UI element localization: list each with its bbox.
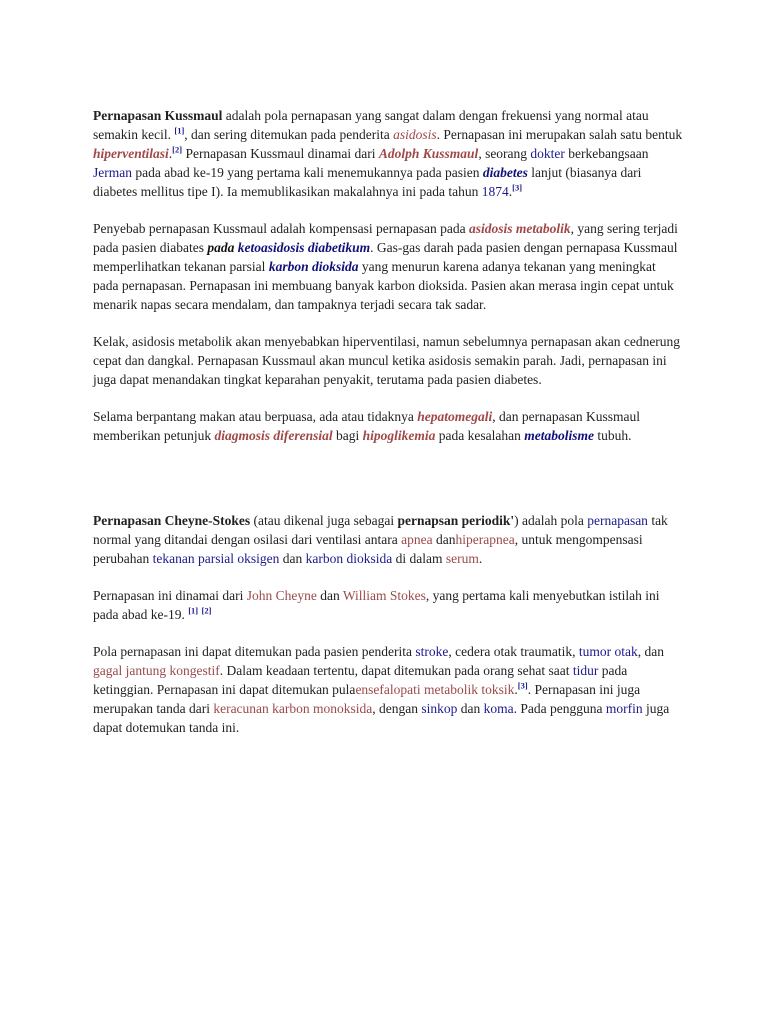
link-hepatomegali[interactable]: hepatomegali	[417, 409, 493, 424]
link-diagmosis-diferensial[interactable]: diagmosis diferensial	[214, 428, 333, 443]
link-tekanan-parsial-oksigen[interactable]: tekanan parsial oksigen	[152, 551, 280, 566]
text: .	[514, 682, 518, 697]
text: ) adalah pola	[514, 513, 588, 528]
text: . Gas-gas darah pada pasien dengan pernapasa Kussmaul memperlihatkan tekanan parsial	[93, 240, 678, 274]
link-serum[interactable]: serum	[445, 551, 479, 566]
link-asidosis[interactable]: asidosis	[393, 127, 437, 142]
text: .	[168, 146, 173, 161]
text: tubuh.	[593, 428, 632, 443]
text: , yang sering terjadi pada pasien diabates	[93, 221, 678, 255]
link-hiperventilasi[interactable]: hiperventilasi	[93, 146, 169, 161]
link-koma[interactable]: koma	[483, 701, 514, 716]
text: Pernapasan ini dinamai dari	[93, 588, 247, 603]
citation-link[interactable]: [3]	[512, 182, 523, 193]
link-tidur[interactable]: tidur	[572, 663, 599, 678]
paragraph-cheyne-stokes-intro	[93, 511, 683, 568]
citation-link[interactable]: [1]	[188, 605, 199, 616]
text: dan	[316, 588, 343, 603]
text: , dan sering ditemukan pada penderita	[184, 127, 394, 142]
text: pada abad ke-19 yang pertama kali menemukannya pada pasien	[131, 165, 483, 180]
citation-link[interactable]: [1]	[174, 125, 185, 136]
link-stroke[interactable]: stroke	[415, 644, 449, 659]
text: , dengan	[372, 701, 422, 716]
text: di dalam	[392, 551, 446, 566]
link-tumor-otak[interactable]: tumor otak	[578, 644, 638, 659]
text: tak normal yang ditandai dengan osilasi dari ventilasi antara	[93, 513, 668, 547]
link-hipoglikemia[interactable]: hipoglikemia	[362, 428, 436, 443]
link-morfin[interactable]: morfin	[605, 701, 643, 716]
text: , untuk mengompensasi perubahan	[93, 532, 643, 566]
text: juga dapat dotemukan tanda ini.	[93, 701, 670, 735]
paragraph-kussmaul-progression	[93, 332, 683, 389]
text: lanjut (biasanya dari diabetes mellitus tipe I). Ia memublikasikan makalahnya ini pada tahun	[93, 165, 642, 199]
text: dan	[279, 551, 306, 566]
section-gap	[93, 463, 683, 511]
paragraph-cheyne-stokes-causes	[93, 642, 683, 737]
text: Penyebab pernapasan Kussmaul adalah kompensasi pernapasan pada	[93, 221, 469, 236]
text: . Pada pengguna	[513, 701, 606, 716]
citation-link[interactable]: [3]	[517, 680, 528, 691]
link-hiperapnea[interactable]: hiperapnea	[455, 532, 515, 547]
text: (atau dikenal juga sebagai	[250, 513, 398, 528]
text: pada ketinggian. Pernapasan ini dapat ditemukan pula	[93, 663, 628, 697]
link-keracunan-karbon-monoksida[interactable]: keracunan karbon monoksida	[213, 701, 373, 716]
text: dan	[432, 532, 456, 547]
link-gagal-jantung-kongestif[interactable]: gagal jantung kongestif	[93, 663, 220, 678]
link-jerman[interactable]: Jerman	[93, 165, 132, 180]
link-diabetes[interactable]: diabetes	[482, 165, 528, 180]
citation-link[interactable]: [2]	[172, 144, 183, 155]
link-ensefalopati-metabolik-toksik[interactable]: ensefalopati metabolik toksik	[355, 682, 515, 697]
term-kussmaul: Pernapasan Kussmaul	[93, 108, 223, 123]
link-john-cheyne[interactable]: John Cheyne	[246, 588, 317, 603]
link-karbon-dioksida[interactable]: karbon dioksida	[268, 259, 359, 274]
text: . Dalam keadaan tertentu, dapat ditemukan pada orang sehat saat	[219, 663, 573, 678]
document-body	[93, 106, 683, 755]
link-asidosis-metabolik[interactable]: asidosis metabolik	[469, 221, 571, 236]
link-1874[interactable]: 1874	[481, 184, 509, 199]
text: Selama berpantang makan atau berpuasa, ada atau tidaknya	[93, 409, 418, 424]
term-periodik: pernapsan periodik'	[397, 513, 515, 528]
text: Kelak, asidosis metabolik akan menyebabkan hiperventilasi, namun sebelumnya pernapasan akan cednerung cepat dan dangkal. Pernapasan Kussmaul akan muncul ketika asidosis semakin parah. Jadi, pernapasan ini juga dapat menandakan tingkat keparahan penyakit, terutama pada pasien diabetes.	[93, 334, 681, 387]
text: .	[508, 184, 513, 199]
text: , dan pernapasan Kussmaul memberikan petunjuk	[93, 409, 640, 443]
text: adalah pola pernapasan yang sangat dalam dengan frekuensi yang normal atau semakin kecil.	[93, 108, 649, 142]
text: pada kesalahan	[435, 428, 525, 443]
link-metabolisme[interactable]: metabolisme	[524, 428, 594, 443]
citation-link[interactable]: [2]	[201, 605, 212, 616]
paragraph-kussmaul-intro	[93, 106, 683, 201]
text: . Pernapasan ini juga merupakan tanda dari	[93, 682, 641, 716]
link-adolph-kussmaul[interactable]: Adolph Kussmaul	[378, 146, 479, 161]
text-pada: pada	[207, 240, 235, 255]
text: . Pernapasan ini merupakan salah satu bentuk	[436, 127, 683, 142]
text: .	[478, 551, 483, 566]
text: Pola pernapasan ini dapat ditemukan pada pasien penderita	[93, 644, 416, 659]
link-karbon-dioksida[interactable]: karbon dioksida	[305, 551, 393, 566]
text: , yang pertama kali menyebutkan istilah ini pada abad ke-19.	[93, 588, 660, 622]
link-sinkop[interactable]: sinkop	[421, 701, 458, 716]
text: , dan	[637, 644, 664, 659]
term-cheyne-stokes: Pernapasan Cheyne-Stokes	[93, 513, 251, 528]
text: berkebangsaan	[564, 146, 649, 161]
text: yang menurun karena adanya tekanan yang meningkat pada pernapasan. Pernapasan ini membuang banyak karbon dioksida. Pasien akan merasa ingin cepat untuk menarik napas secara mendalam, dan tampaknya terjadi secara tak sadar.	[93, 259, 674, 312]
text: , seorang	[478, 146, 531, 161]
text: , cedera otak traumatik,	[448, 644, 579, 659]
paragraph-kussmaul-cause	[93, 219, 683, 314]
link-william-stokes[interactable]: William Stokes	[342, 588, 426, 603]
link-dokter[interactable]: dokter	[530, 146, 565, 161]
text: bagi	[332, 428, 363, 443]
text: dan	[457, 701, 484, 716]
link-ketoasidosis-diabetikum[interactable]: ketoasidosis diabetikum	[237, 240, 371, 255]
text: Pernapasan Kussmaul dinamai dari	[182, 146, 379, 161]
paragraph-kussmaul-diagnosis	[93, 407, 683, 445]
paragraph-cheyne-stokes-naming	[93, 586, 683, 624]
link-apnea[interactable]: apnea	[401, 532, 433, 547]
link-pernapasan[interactable]: pernapasan	[587, 513, 648, 528]
